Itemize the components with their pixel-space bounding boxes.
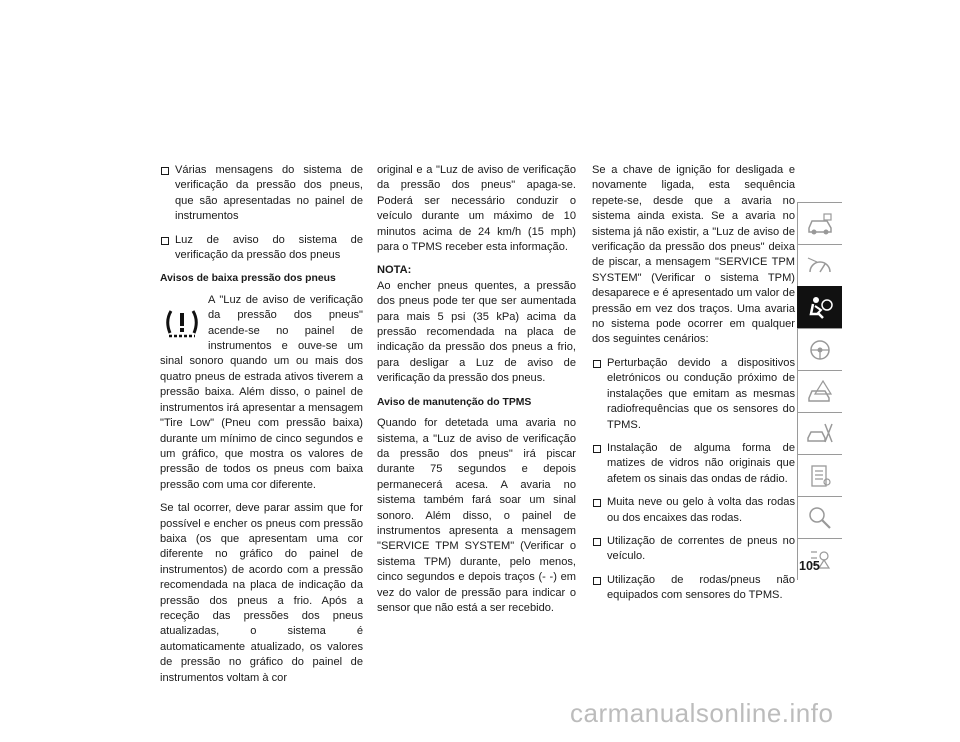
note-text: Ao encher pneus quentes, a pressão dos pneus pode ter que ser aumentada para mais 5 psi (35 kPa) acima da pressão recomendada na placa de indicação da pressão dos pneus a frio, para desligar a Luz de aviso de verificação da pressão dos pneus. [377, 279, 576, 385]
bullet-item: Perturbação devido a dispositivos eletrónicos ou condução próximo de instalações que emitam as mesmas radiofrequências que os sensores do TPMS. [592, 356, 795, 433]
bullet-item: Várias mensagens do sistema de verificação da pressão dos pneus, que são apresentadas no painel de instrumentos [160, 163, 363, 225]
bullet-item: Utilização de rodas/pneus não equipados com sensores do TPMS. [592, 573, 795, 604]
checkbox-bullet-icon [161, 167, 169, 175]
checkbox-bullet-icon [593, 577, 601, 585]
checkbox-bullet-icon [593, 538, 601, 546]
page-number: 105 [799, 559, 820, 573]
note-title: NOTA: [377, 264, 412, 277]
column-3 [592, 163, 795, 612]
section-heading-tpms-service: Aviso de manutenção do TPMS [377, 396, 532, 408]
tire-pressure-warning-icon [164, 305, 200, 345]
checkbox-bullet-icon [593, 445, 601, 453]
tab-specifications[interactable] [797, 496, 842, 538]
magnifier-icon [805, 504, 835, 532]
airbag-icon [805, 294, 835, 322]
paragraph: Se tal ocorrer, deve parar assim que for possível e encher os pneus com pressão baixa (os que apresentam uma cor diferente no gráfico do painel de instrumentos) de acordo com a pressão recomendada na placa de indicação da pressão dos pneus a frio. Após a receção das pressões dos pneus atualizadas, o sistema é automaticamente atualizado, os valores de pressão no gráfico do painel de instrumentos voltam à cor [160, 502, 363, 684]
column-1 [160, 163, 363, 694]
tab-warning-car[interactable] [797, 370, 842, 412]
tab-dashboard[interactable] [797, 244, 842, 286]
tab-steering[interactable] [797, 328, 842, 370]
tools-icon [805, 420, 835, 448]
bullet-item: Luz de aviso do sistema de verificação da pressão dos pneus [160, 233, 363, 264]
paragraph: Se a chave de ignição for desligada e novamente ligada, esta sequência repete-se, desde que a avaria no sistema ainda exista. Se a avaria no sistema já não existir, a "Luz de aviso de verificação da pressão dos pneus" deixa de piscar, a mensagem "SERVICE TPM SYSTEM" (Verificar o sistema TPM) desaparece e é apresentado um valor de pressão em vez dos traços. Uma avaria no sistema pode ocorrer em qualquer dos seguintes cenários: [592, 164, 795, 346]
tab-tools[interactable] [797, 412, 842, 454]
paragraph: original e a "Luz de aviso de verificação da pressão dos pneus" apaga-se. Poderá ser necessário conduzir o veículo durante um máximo de 10 minutos acima de 24 km/h (15 mph) para o TPMS receber esta informação. [377, 164, 576, 254]
column-2 [377, 163, 576, 624]
watermark: carmanualsonline.info [570, 698, 834, 728]
tab-checklist[interactable] [797, 454, 842, 496]
chapter-tabs [797, 202, 842, 580]
car-icon [805, 210, 835, 238]
tab-airbag[interactable] [797, 286, 842, 328]
paragraph: Quando for detetada uma avaria no sistema, a "Luz de aviso de verificação da pressão dos pneus" irá piscar durante 75 segundos e depois permanecerá acesa. A avaria no sistema também fará soar um sinal sonoro. Além disso, o painel de instrumentos apresenta a mensagem "SERVICE TPM SYSTEM" (Verificar o sistema TPM) durante, pelo menos, cinco segundos e depois traços (- -) em vez do valor de pressão para indicar o sensor que não está a ser recebido. [377, 417, 576, 614]
steering-wheel-icon [805, 336, 835, 364]
tab-car[interactable] [797, 202, 842, 244]
checklist-icon [805, 462, 835, 490]
section-heading-low-pressure: Avisos de baixa pressão dos pneus [160, 273, 336, 285]
paragraph: A "Luz de aviso de verificação da pressão dos pneus" acende-se no painel de instrumentos e ouve-se um sinal sonoro quando um ou mais dos quatro pneus de estrada ativos tiverem a pressão baixa. Além disso, o painel de instrumentos irá apresentar a mensagem "Tire Low" (Pneu com pressão baixa) durante um mínimo de cinco segundos e um gráfico, que mostra os valores de pressão de todos os pneus com baixa pressão com uma cor diferente. [160, 293, 363, 491]
bullet-item: Instalação de alguma forma de matizes de vidros não originais que afetem os sinais das ondas de rádio. [592, 441, 795, 487]
checkbox-bullet-icon [161, 237, 169, 245]
checkbox-bullet-icon [593, 360, 601, 368]
bullet-item: Utilização de correntes de pneus no veículo. [592, 534, 795, 565]
bullet-item: Muita neve ou gelo à volta das rodas ou dos encaixes das rodas. [592, 495, 795, 526]
dashboard-icon [805, 252, 835, 280]
checkbox-bullet-icon [593, 499, 601, 507]
warning-car-icon [805, 378, 835, 406]
